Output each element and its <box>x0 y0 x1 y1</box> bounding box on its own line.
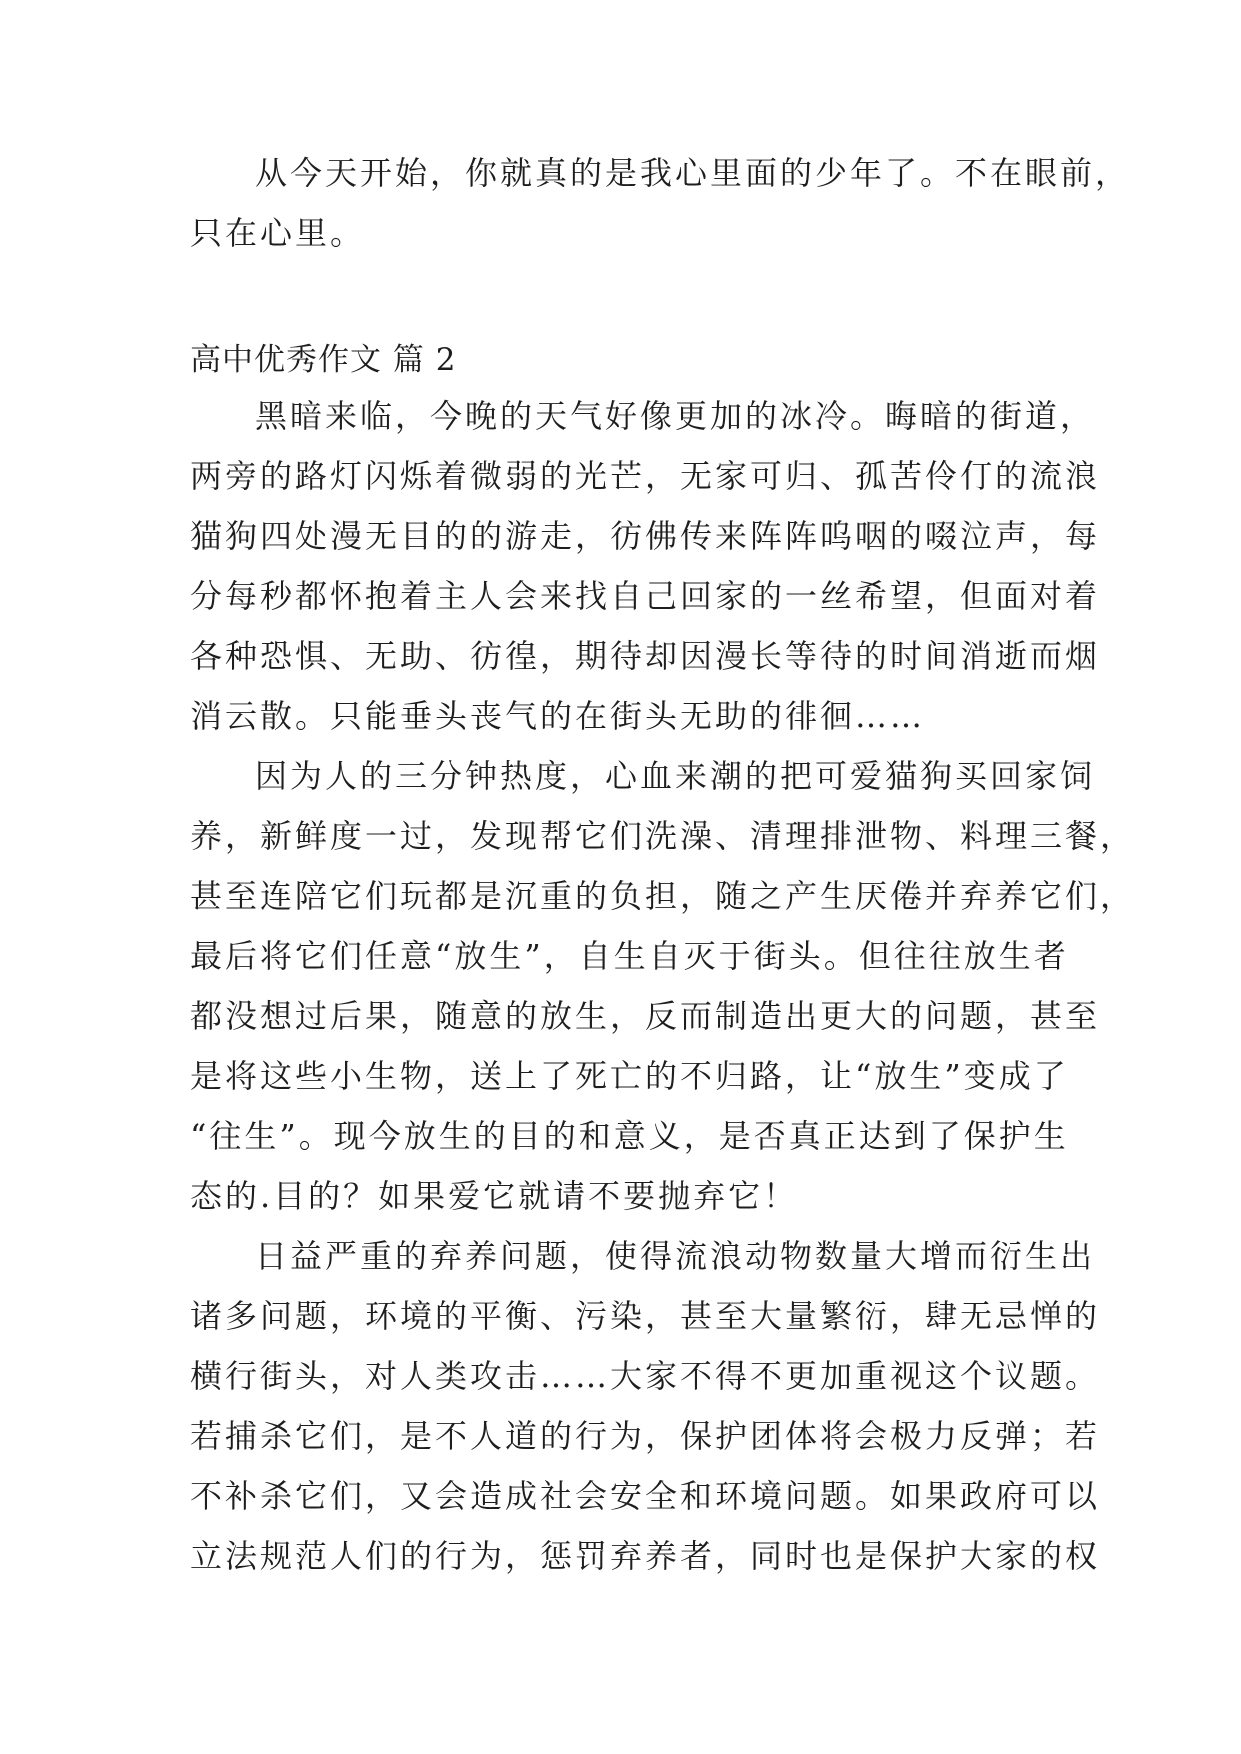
body-line: 态的.目的？如果爱它就请不要抛弃它！ <box>190 1177 799 1215</box>
body-line: 黑暗来临，今晚的天气好像更加的冰冷。晦暗的街道， <box>255 397 1096 435</box>
section-title: 高中优秀作文 篇 2 <box>190 342 457 378</box>
body-line: 立法规范人们的行为，惩罚弃养者，同时也是保护大家的权 <box>190 1537 1101 1575</box>
body-line: 养，新鲜度一过，发现帮它们洗澡、清理排泄物、料理三餐， <box>190 817 1136 855</box>
body-line: “往生”。现今放生的目的和意义，是否真正达到了保护生 <box>190 1117 1069 1155</box>
body-line: 最后将它们任意“放生”，自生自灭于街头。但往往放生者 <box>190 937 1069 975</box>
body-line: 因为人的三分钟热度，心血来潮的把可爱猫狗买回家饲 <box>255 757 1096 795</box>
body-line: 甚至连陪它们玩都是沉重的负担，随之产生厌倦并弃养它们， <box>190 877 1136 915</box>
body-line: 若捕杀它们，是不人道的行为，保护团体将会极力反弹；若 <box>190 1417 1101 1455</box>
body-line: 横行街头，对人类攻击……大家不得不更加重视这个议题。 <box>190 1357 1101 1395</box>
body-line: 分每秒都怀抱着主人会来找自己回家的一丝希望，但面对着 <box>190 577 1101 615</box>
body-line: 是将这些小生物，送上了死亡的不归路，让“放生”变成了 <box>190 1057 1069 1095</box>
body-line: 各种恐惧、无助、彷徨，期待却因漫长等待的时间消逝而烟 <box>190 637 1101 675</box>
body-line: 猫狗四处漫无目的的游走，彷佛传来阵阵呜咽的啜泣声，每 <box>190 517 1101 555</box>
intro-line: 从今天开始，你就真的是我心里面的少年了。不在眼前， <box>255 154 1131 192</box>
intro-line: 只在心里。 <box>190 214 366 252</box>
body-line: 都没想过后果，随意的放生，反而制造出更大的问题，甚至 <box>190 997 1101 1035</box>
body-line: 消云散。只能垂头丧气的在街头无助的徘徊…… <box>190 697 926 735</box>
body-line: 不补杀它们，又会造成社会安全和环境问题。如果政府可以 <box>190 1477 1101 1515</box>
body-line: 日益严重的弃养问题，使得流浪动物数量大增而衍生出 <box>255 1237 1096 1275</box>
body-line: 两旁的路灯闪烁着微弱的光芒，无家可归、孤苦伶仃的流浪 <box>190 457 1101 495</box>
body-line: 诸多问题，环境的平衡、污染，甚至大量繁衍，肆无忌惮的 <box>190 1297 1101 1335</box>
